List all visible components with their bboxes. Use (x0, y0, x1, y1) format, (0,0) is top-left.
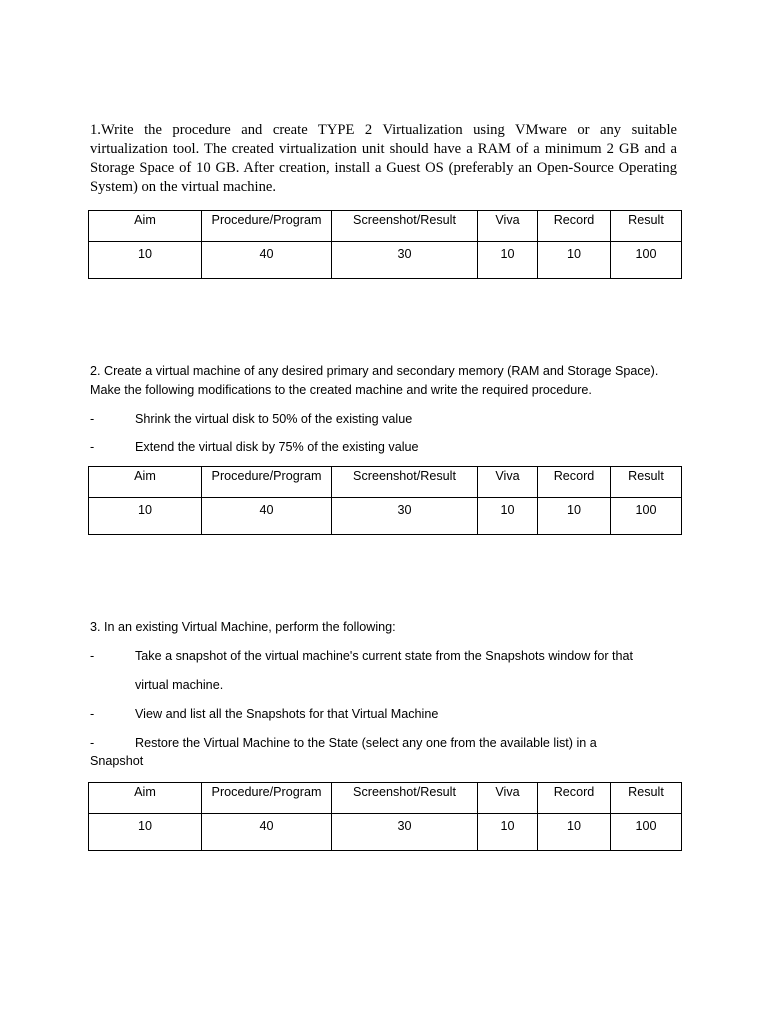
bullet-dash: - (90, 412, 95, 426)
bullet-dash: - (90, 440, 95, 454)
value-result: 100 (611, 242, 682, 279)
marks-table-1 (88, 210, 682, 279)
header-procedure: Procedure/Program (202, 783, 332, 814)
table-value-row (89, 814, 682, 851)
value-viva: 10 (478, 814, 538, 851)
value-aim: 10 (89, 814, 202, 851)
marks-table-3 (88, 782, 682, 851)
table-value-row (89, 498, 682, 535)
header-aim: Aim (89, 467, 202, 498)
question-1-text (90, 121, 677, 197)
value-procedure: 40 (202, 814, 332, 851)
value-procedure: 40 (202, 498, 332, 535)
header-viva: Viva (478, 211, 538, 242)
question-1-line: System) on the virtual machine. (90, 179, 277, 195)
header-viva: Viva (478, 783, 538, 814)
question-1-line: Storage Space of 10 GB. After creation, install a Guest OS (preferably an Open-Source Operating (90, 160, 677, 176)
table-value-row (89, 242, 682, 279)
value-record: 10 (538, 498, 611, 535)
header-aim: Aim (89, 211, 202, 242)
header-record: Record (538, 467, 611, 498)
bullet-text: Shrink the virtual disk to 50% of the existing value (135, 412, 413, 426)
value-viva: 10 (478, 242, 538, 279)
header-result: Result (611, 211, 682, 242)
header-aim: Aim (89, 783, 202, 814)
value-aim: 10 (89, 242, 202, 279)
question-3-bullet-continuation: Snapshot (90, 754, 144, 768)
question-2-line-2: Make the following modifications to the created machine and write the required procedure. (90, 383, 592, 397)
bullet-dash: - (90, 736, 95, 750)
question-3-line-1: 3. In an existing Virtual Machine, perform the following: (90, 620, 396, 634)
header-record: Record (538, 783, 611, 814)
header-result: Result (611, 467, 682, 498)
header-screenshot: Screenshot/Result (332, 211, 478, 242)
value-result: 100 (611, 498, 682, 535)
bullet-text: View and list all the Snapshots for that Virtual Machine (135, 707, 439, 721)
value-viva: 10 (478, 498, 538, 535)
header-procedure: Procedure/Program (202, 467, 332, 498)
bullet-dash: - (90, 649, 95, 663)
bullet-dash: - (90, 707, 95, 721)
header-screenshot: Screenshot/Result (332, 467, 478, 498)
header-procedure: Procedure/Program (202, 211, 332, 242)
value-screenshot: 30 (332, 498, 478, 535)
header-result: Result (611, 783, 682, 814)
question-1-line: 1.Write the procedure and create TYPE 2 Virtualization using VMware or any suitable (90, 122, 677, 138)
header-viva: Viva (478, 467, 538, 498)
header-record: Record (538, 211, 611, 242)
table-header-row (89, 783, 682, 814)
bullet-text: virtual machine. (135, 678, 224, 692)
value-result: 100 (611, 814, 682, 851)
bullet-text: Extend the virtual disk by 75% of the existing value (135, 440, 419, 454)
table-header-row (89, 467, 682, 498)
value-record: 10 (538, 814, 611, 851)
value-aim: 10 (89, 498, 202, 535)
marks-table-2 (88, 466, 682, 535)
bullet-text: Take a snapshot of the virtual machine's current state from the Snapshots window for that (135, 649, 634, 663)
bullet-text: Restore the Virtual Machine to the State (select any one from the available list) in a (135, 736, 597, 750)
value-record: 10 (538, 242, 611, 279)
value-screenshot: 30 (332, 814, 478, 851)
value-procedure: 40 (202, 242, 332, 279)
header-screenshot: Screenshot/Result (332, 783, 478, 814)
question-1-line: virtualization tool. The created virtualization unit should have a RAM of a minimum 2 GB and a (90, 141, 677, 157)
question-2-line-1: 2. Create a virtual machine of any desired primary and secondary memory (RAM and Storage Space). (90, 364, 659, 378)
value-screenshot: 30 (332, 242, 478, 279)
table-header-row (89, 211, 682, 242)
